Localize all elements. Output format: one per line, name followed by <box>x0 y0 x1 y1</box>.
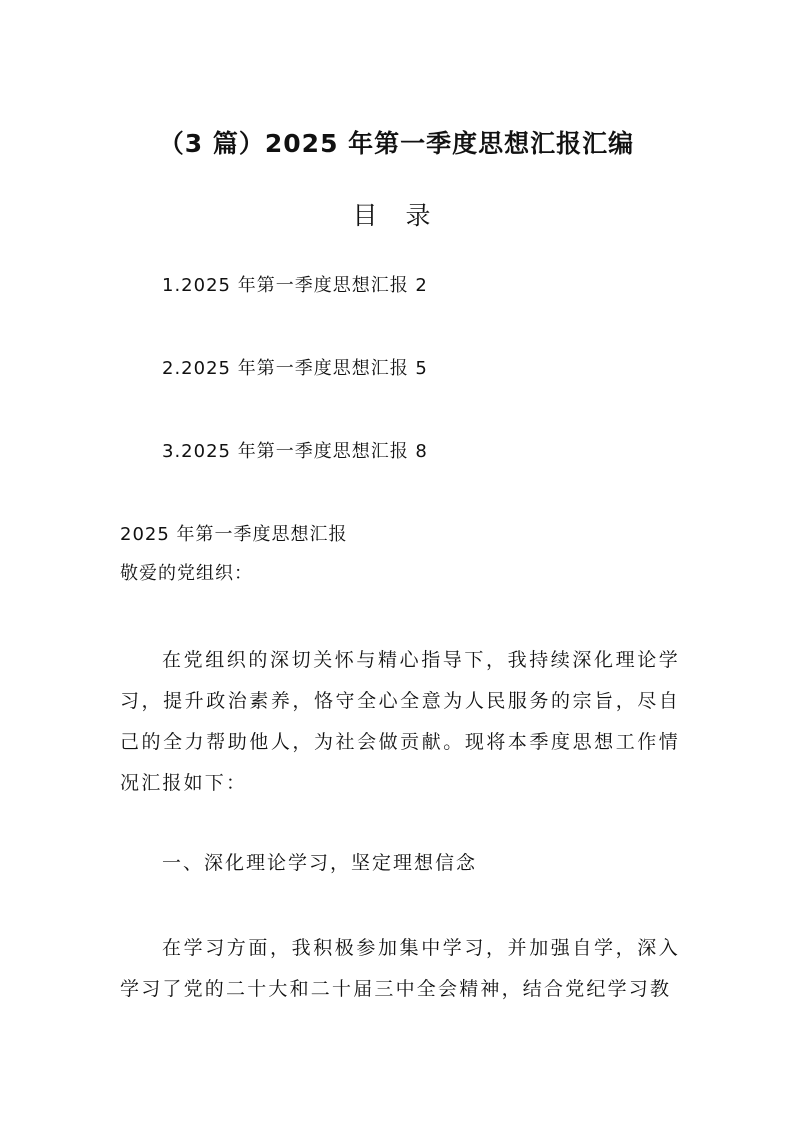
document-title: （3 篇）2025 年第一季度思想汇报汇编 <box>158 129 635 158</box>
toc-item[interactable]: 3.2025 年第一季度思想汇报 8 <box>162 441 428 462</box>
salutation: 敬爱的党组织： <box>120 563 253 584</box>
toc-item[interactable]: 1.2025 年第一季度思想汇报 2 <box>162 275 428 296</box>
toc-item[interactable]: 2.2025 年第一季度思想汇报 5 <box>162 358 428 379</box>
toc-heading: 目 录 <box>352 201 441 230</box>
body-paragraph: 在党组织的深切关怀与精心指导下，我持续深化理论学习，提升政治素养，恪守全心全意为人民服务的宗旨，尽自己的全力帮助他人，为社会做贡献。现将本季度思想工作情况汇报如下： <box>120 649 680 794</box>
section-heading: 一、深化理论学习，坚定理想信念 <box>162 852 478 874</box>
body-paragraph: 在学习方面，我积极参加集中学习，并加强自学，深入学习了党的二十大和二十届三中全会精神，结合党纪学习教 <box>120 937 680 1000</box>
report-title: 2025 年第一季度思想汇报 <box>120 524 348 545</box>
